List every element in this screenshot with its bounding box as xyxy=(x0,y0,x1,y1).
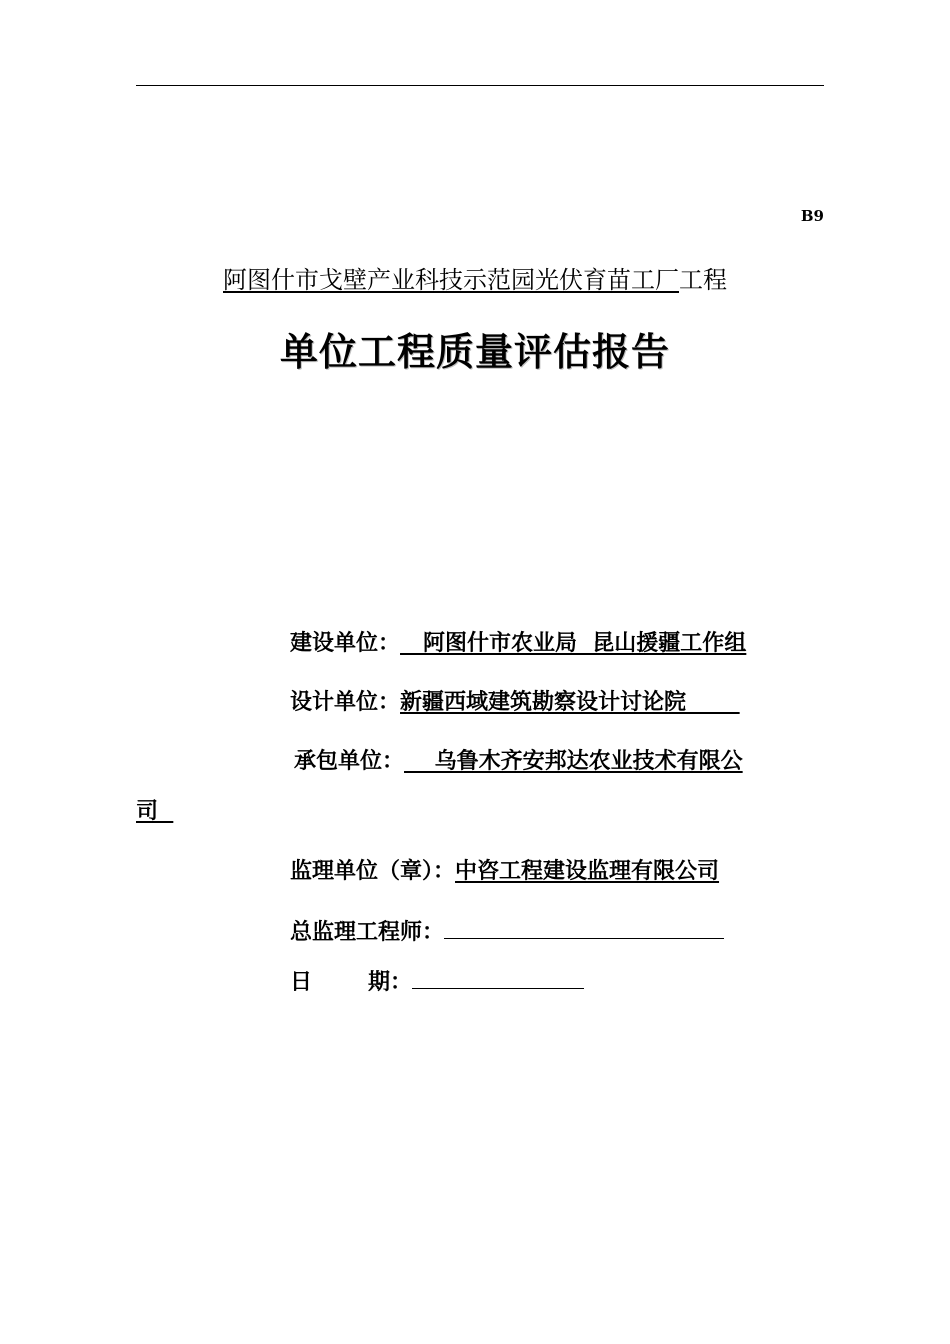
form-code: B9 xyxy=(800,207,824,225)
date-label-char1: 日 xyxy=(290,970,313,995)
date-label-char2: 期： xyxy=(368,970,413,995)
project-name: 阿图什市戈壁产业科技示范园光伏育苗工厂 xyxy=(223,266,679,294)
contractor-value-continued: 司 xyxy=(136,799,174,824)
project-title-line xyxy=(0,264,950,296)
supervision-unit-label: 监理单位（章）： xyxy=(290,859,456,884)
date-blank[interactable] xyxy=(412,966,584,989)
construction-unit-field xyxy=(290,629,746,659)
supervision-unit-value: 中咨工程建设监理有限公司 xyxy=(455,859,720,884)
construction-unit-label: 建设单位： xyxy=(290,631,401,656)
document-title: 单位工程质量评估报告 xyxy=(279,330,670,374)
design-unit-field xyxy=(290,688,740,718)
project-suffix: 工程 xyxy=(679,266,727,294)
chief-supervisor-field xyxy=(290,916,724,948)
design-unit-label: 设计单位： xyxy=(290,690,401,715)
chief-supervisor-blank[interactable] xyxy=(444,916,724,939)
design-unit-value: 新疆西域建筑勘察设计讨论院 xyxy=(400,690,740,715)
construction-unit-value: 阿图什市农业局 昆山援疆工作组 xyxy=(400,631,747,656)
contractor-label: 承包单位： xyxy=(294,749,405,774)
header-rule xyxy=(136,85,824,86)
contractor-value: 乌鲁木齐安邦达农业技术有限公 xyxy=(404,749,743,774)
date-field xyxy=(290,966,584,998)
supervision-unit-field xyxy=(290,857,719,887)
chief-supervisor-label: 总监理工程师： xyxy=(290,920,445,945)
contractor-field xyxy=(294,747,743,777)
